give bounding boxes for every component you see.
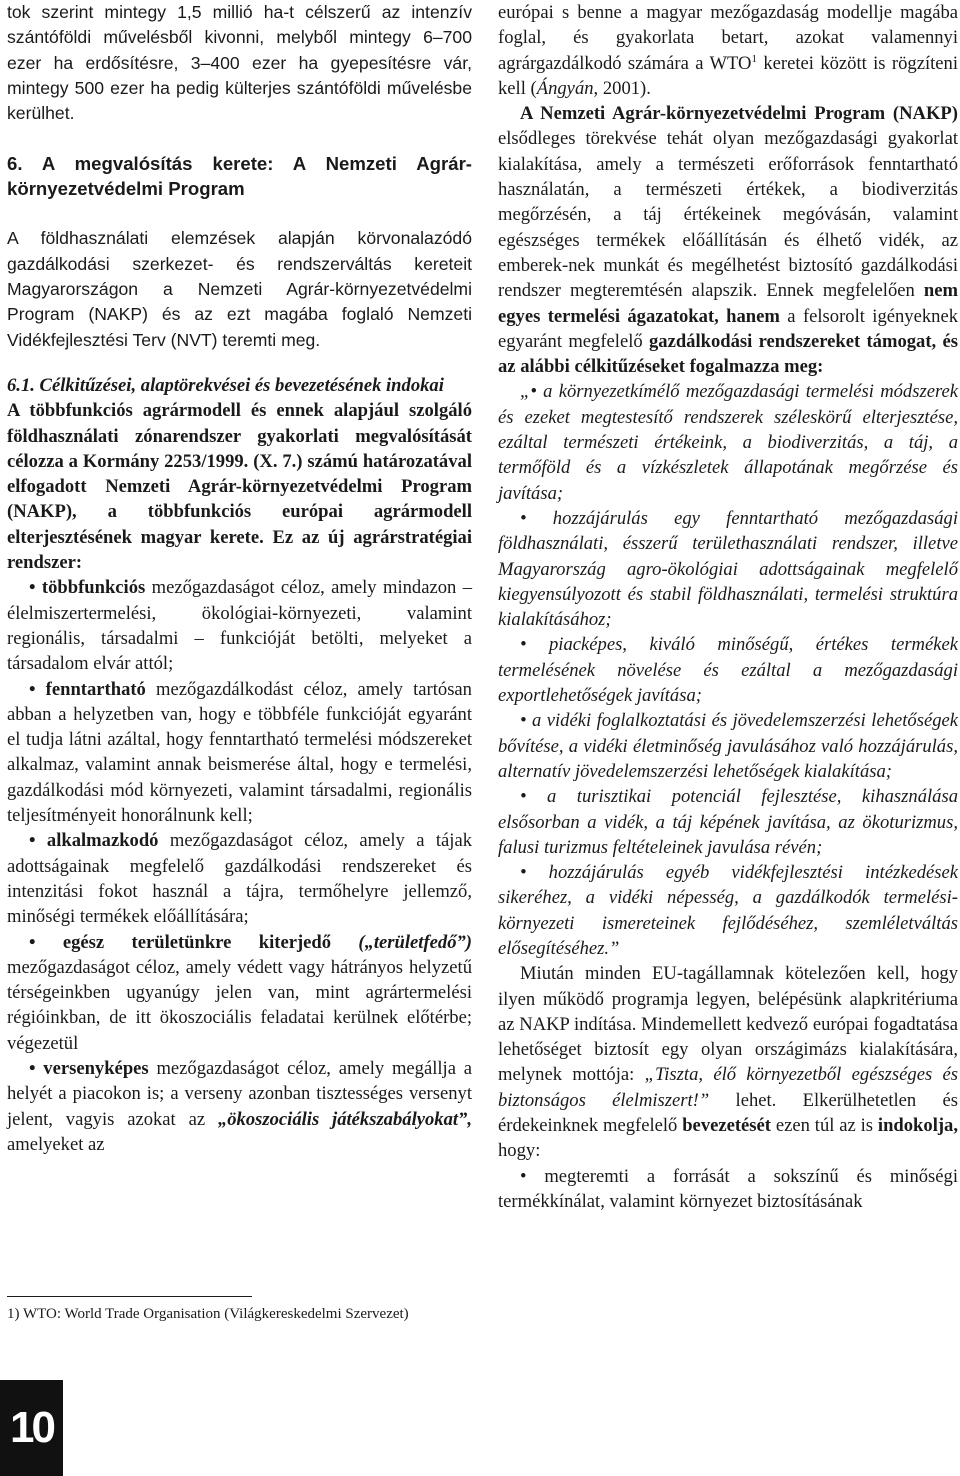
bullet-text: mezőgazdálkodást céloz, amely tartósan abban a helyzetben van, hogy e többféle funkcióját egyaránt el tudja látni azáltal, hogy fenntartható termelési módszereket alkalmaz, valamint annak beismerése által, hogy e termelési, gazdálkodási mód környezeti, valamint társadalmi, regionális teljesítményeit honorálnunk kell; — [7, 678, 472, 827]
paragraph-6-1-bold: A többfunkciós agrármodell és ennek alapjául szolgáló földhasználati zónarendszer gyakorlati megvalósítását célozza a Kormány 2253/1999. (X. 7.) számú határozatával elfogadott Nemzeti Agrár-környezetvédelmi Program (NAKP), a többfunkciós európai agrármodell elterjesztésének magyar kerete. — [7, 400, 472, 548]
motto: „Tiszta, élő környezetből egészséges és biztonságos élelmiszert!” — [498, 1064, 958, 1111]
paragraph-6-1 — [7, 398, 472, 575]
text-run: , 2001). — [593, 77, 651, 99]
bold-run: indokolja, — [877, 1115, 958, 1137]
text-run: lehet. Elkerülhetetlen és érdekeinknek megfelelő — [498, 1089, 959, 1137]
bullet-adaptive — [7, 828, 472, 929]
footnote-ref: 1 — [751, 52, 757, 65]
footnote: 1) WTO: World Trade Organisation (Világkereskedelmi Szervezet) — [7, 1306, 409, 1322]
goal-item: • piacképes, kiváló minőségű, értékes termékek termelésének növelése és ezáltal a mezőgazdasági exportlehetőségek javítása; — [498, 634, 958, 707]
citation-author: Ángyán — [536, 77, 594, 99]
footnote-divider — [7, 1296, 252, 1297]
bullet-sustainable — [7, 677, 472, 829]
page-number: 10 — [10, 1403, 53, 1452]
bullet-key: • egész területünkre kiterjedő — [29, 931, 332, 953]
bullet-area-covering — [7, 930, 472, 1056]
paragraph-6-1-rest: Ez az új agrárstratégiai rendszer: — [7, 526, 472, 574]
bullet-competitive — [7, 1056, 472, 1157]
bullet-key: • versenyképes — [29, 1057, 149, 1079]
subsection-heading-6-1: 6.1. Célkitűzései, alaptörekvései és bevezetésének indokai — [7, 374, 444, 396]
bullet-key: • alkalmazkodó — [29, 830, 159, 852]
bullet-multifunctional — [7, 575, 472, 676]
text-run: Miután minden EU-tagállamnak kötelezően kell, hogy ilyen működő programja legyen, belépésünk alapkritériuma az NAKP indítása. Mindemellett kedvező európai fogadtatása lehetőséget biztosít egy olyan országimázs kialakítására, melynek mottója: — [498, 963, 958, 1086]
paragraph-wto — [498, 0, 958, 101]
goal-item: • a vidéki foglalkoztatási és jövedelemszerzési lehetőségek bővítése, a vidéki életminőség javulásához való hozzájárulás, alternatív jövedelemszerzési lehetőségek kialakítása; — [498, 710, 958, 782]
goal-item: • hozzájárulás egyéb vidékfejlesztési intézkedések sikeréhez, a vidéki népesség, a gazdálkodók termelési-környezeti ismereteinek fejlődéséhez, szemléletváltás elősegítéséhez.” — [498, 862, 958, 959]
paragraph-section-6: A földhasználati elemzések alapján körvonalazódó gazdálkodási szerkezet- és rendszerváltás kereteit Magyarországon a Nemzeti Agrár-környezetvédelmi Program (NAKP) és az ezt magába foglaló Nemzeti Vidékfejlesztési Terv (NVT) teremti meg. — [7, 228, 472, 350]
bullet-quote: („területfedő”) — [331, 931, 472, 953]
text-run: hogy: — [498, 1140, 541, 1162]
right-column — [498, 0, 958, 1214]
paragraph-nakp-goals — [498, 101, 958, 379]
bold-run: gazdálkodási rendszereket támogat, és az alábbi célkitűzéseket fogalmazza meg: — [498, 330, 958, 378]
bold-run: bevezetését — [682, 1115, 771, 1137]
bullet-eco-rules: „ökoszociális játékszabályokat”, — [217, 1108, 472, 1130]
bullet-text-end: amelyeket az — [7, 1133, 105, 1155]
text-run: európai s benne a magyar mezőgazdaság modellje magába foglal, és gyakorlata betart, azokat valamennyi agrárgazdálkodó számára a WTO — [498, 2, 958, 74]
bullet-text: mezőgazdaságot céloz, amely megállja a helyét a piacokon is; a verseny azonban tisztességes versenyt jelent, vagyis azokat az — [7, 1057, 472, 1130]
bullet-key: • fenntartható — [29, 678, 146, 700]
bullet-text: mezőgazdaságot céloz, amely a tájak adottságainak megfelelő gazdálkodási rendszereket és intenzitási fokot használ a tájra, termőhelyre jellemző, minőségi termékek előállítására; — [7, 830, 472, 928]
bullet-item: • megteremti a forrását a sokszínű és minőségi termékkínálat, valamint környezet biztosításának — [498, 1165, 958, 1212]
section-heading-6: 6. A megvalósítás kerete: A Nemzeti Agrár-környezetvédelmi Program — [7, 153, 472, 200]
left-column — [7, 0, 472, 1157]
page-number-tab — [0, 1380, 63, 1476]
text-run: elsődleges törekvése tehát olyan mezőgazdasági gyakorlat kialakítása, amely a természeti erőforrások fenntartható használatán, a természeti értékek, a biodiverzitás megőrzésén, a táj értékeinek megóvásán, valamint egészséges termékek előállításán és élhető vidék, az emberek-nek munkát és megélhetést biztosító gazdálkodási rendszer megteremtésén alapszik. Ennek megfelelően — [498, 128, 958, 302]
bullet-text: mezőgazdaságot céloz, amely mindazon – élelmiszertermelési, ökológiai-környezeti, valamint regionális, társadalmi – funkcióját betölti, melyeket a társadalom elvár attól; — [7, 577, 473, 675]
bold-run: nem egyes termelési ágazatokat, hanem — [498, 280, 958, 327]
text-run: a felsorolt igényeknek egyaránt megfelelő — [498, 305, 959, 352]
text-run: ezen túl az is — [771, 1115, 878, 1137]
paragraph-intro: tok szerint mintegy 1,5 millió ha-t célszerű az intenzív szántóföldi művelésből kivonni, melyből mintegy 6–700 ezer ha erdősítésre, 3–400 ezer ha gyepesítésre vár, mintegy 500 ezer ha pedig külterjes szántóföldi művelésbe kerülhet. — [7, 2, 472, 124]
bullet-text: mezőgazdaságot céloz, amely védett vagy hátrányos helyzetű térségeinkben ugyanúgy jelen van, mint agrártermelési régióinkban, de itt ökoszociális feladatai kerülnek előtérbe; végezetül — [7, 956, 472, 1054]
goal-item: „• a környezetkímélő mezőgazdasági termelési módszerek és ezeket megtestesítő rendszerek széleskörű elterjesztése, ezáltal természeti értékeink, a biodiverzitás, a táj, a termőföld és a vízkészletek állapotának megőrzése és javítása; — [498, 381, 958, 504]
paragraph-eu-membership — [498, 961, 958, 1163]
goal-item: • a turisztikai potenciál fejlesztése, kihasználása elsősorban a vidék, a táj képének javítása, az ökoturizmus, falusi turizmus feltételeinek javulása révén; — [498, 786, 958, 858]
bold-run: A Nemzeti Agrár-környezetvédelmi Program (NAKP) — [520, 103, 958, 125]
bullet-key: • többfunkciós — [29, 577, 146, 599]
text-run: keretei között is rögzíteni kell ( — [498, 52, 958, 99]
goal-item: • hozzájárulás egy fenntartható mezőgazdasági földhasználati, ésszerű területhasználati rendszer, illetve Magyarország agro-ökológiai adottságainak megfelelő kiegyensúlyozott és stabil földhasználati, termelési struktúra kialakításához; — [498, 507, 958, 631]
